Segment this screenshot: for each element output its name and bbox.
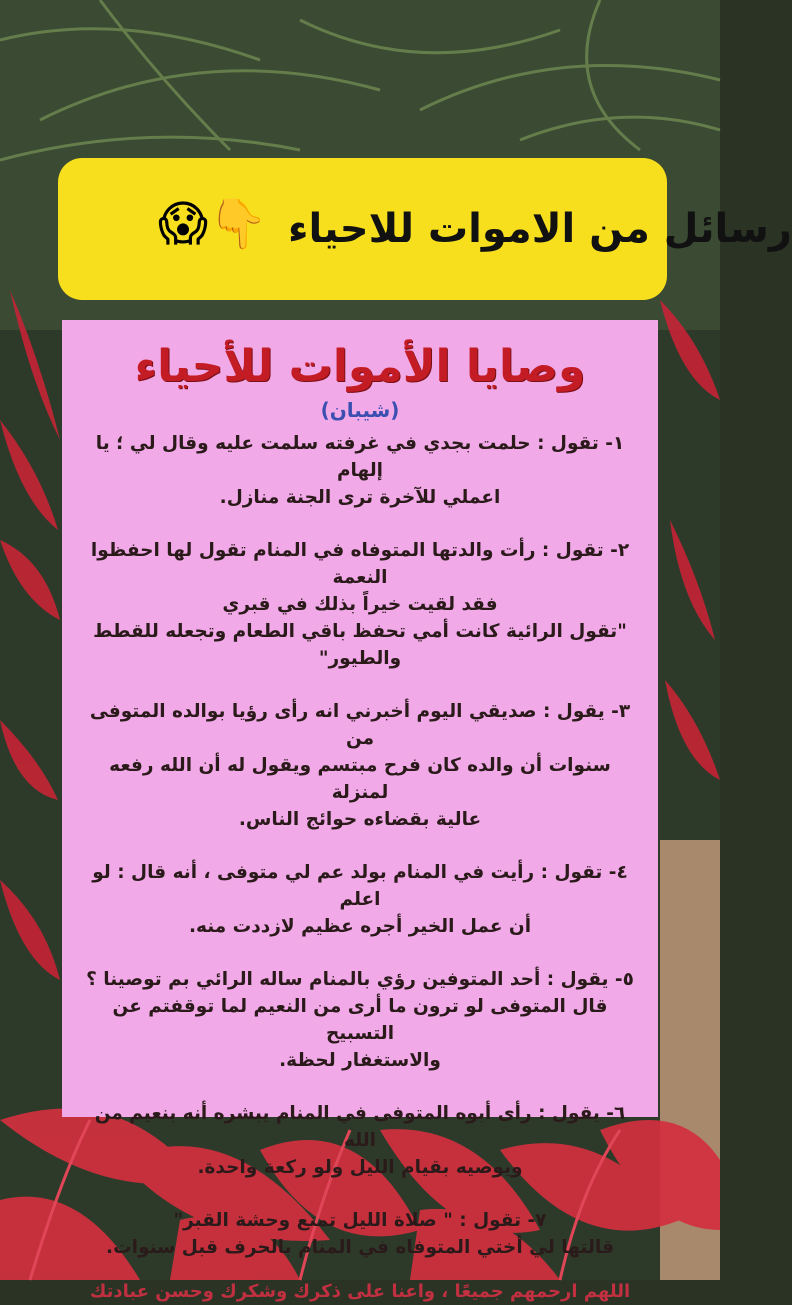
item-line: ٦- يقول : رأى أبوه المتوفى في المنام يبشره أنه بنعيم من الله xyxy=(94,1103,626,1151)
card-title: وصايا الأموات للأحياء xyxy=(134,341,586,392)
item-line: سنوات أن والده كان فرح مبتسم ويقول له أن الله رفعه لمنزلة xyxy=(109,755,611,803)
item-line: ٥- يقول : أحد المتوفين رؤي بالمنام ساله الرائي بم توصينا ؟ xyxy=(86,969,634,990)
item-line: ٧- تقول : " صلاة الليل تمنع وحشة القبر" xyxy=(173,1210,547,1231)
item-line: "تقول الرائية كانت أمي تحفظ باقي الطعام وتجعله للقطط xyxy=(93,621,627,642)
item-line: فقد لقيت خيراً بذلك في قبري xyxy=(222,594,498,615)
list-item xyxy=(86,1207,634,1261)
item-line: اعملي للآخرة ترى الجنة منازل. xyxy=(219,487,501,508)
list-item xyxy=(86,859,634,940)
item-line: عالية بقضاءه حوائج الناس. xyxy=(238,809,482,830)
card-subtitle: (شيبان) xyxy=(320,398,400,422)
list-item xyxy=(86,537,634,672)
list-item xyxy=(86,966,634,1074)
content-card xyxy=(62,320,658,1302)
closing-prayer: اللهم ارحمهم جميعًا ، واعنا على ذكرك وشكرك وحسن عبادتك xyxy=(89,1281,631,1302)
item-line: قال المتوفى لو ترون ما أرى من النعيم لما توقفتم عن التسبيح xyxy=(112,996,608,1044)
item-line: والاستغفار لحظة. xyxy=(279,1050,441,1071)
item-line: ١- تقول : حلمت بجدي في غرفته سلمت عليه وقال لي ؛ يا إلهام xyxy=(95,433,625,481)
item-line: ٣- يقول : صديقي اليوم أخبرني انه رأى رؤيا بوالده المتوفى من xyxy=(89,701,631,749)
item-line: قالتها لي أختي المتوفاه في المنام بالحرف قبل سنوات. xyxy=(106,1237,614,1258)
list-item xyxy=(86,430,634,511)
item-line: ٢- تقول : رأت والدتها المتوفاه في المنام تقول لها احفظوا النعمة xyxy=(90,540,630,588)
list-item xyxy=(86,1100,634,1181)
banner-title: رسائل من الاموات للاحياء xyxy=(288,206,792,252)
list-item xyxy=(86,698,634,833)
item-line: ٤- تقول : رأيت في المنام بولد عم لي متوفى ، أنه قال : لو اعلم xyxy=(92,862,628,910)
item-line: ويوصيه بقيام الليل ولو ركعة واحدة. xyxy=(197,1157,523,1178)
item-line: أن عمل الخير أجره عظيم لازددت منه. xyxy=(188,916,532,937)
shocked-pointing-emoji: 😱👇 xyxy=(158,196,268,252)
title-banner xyxy=(58,158,792,300)
item-line: والطيور" xyxy=(318,648,402,669)
